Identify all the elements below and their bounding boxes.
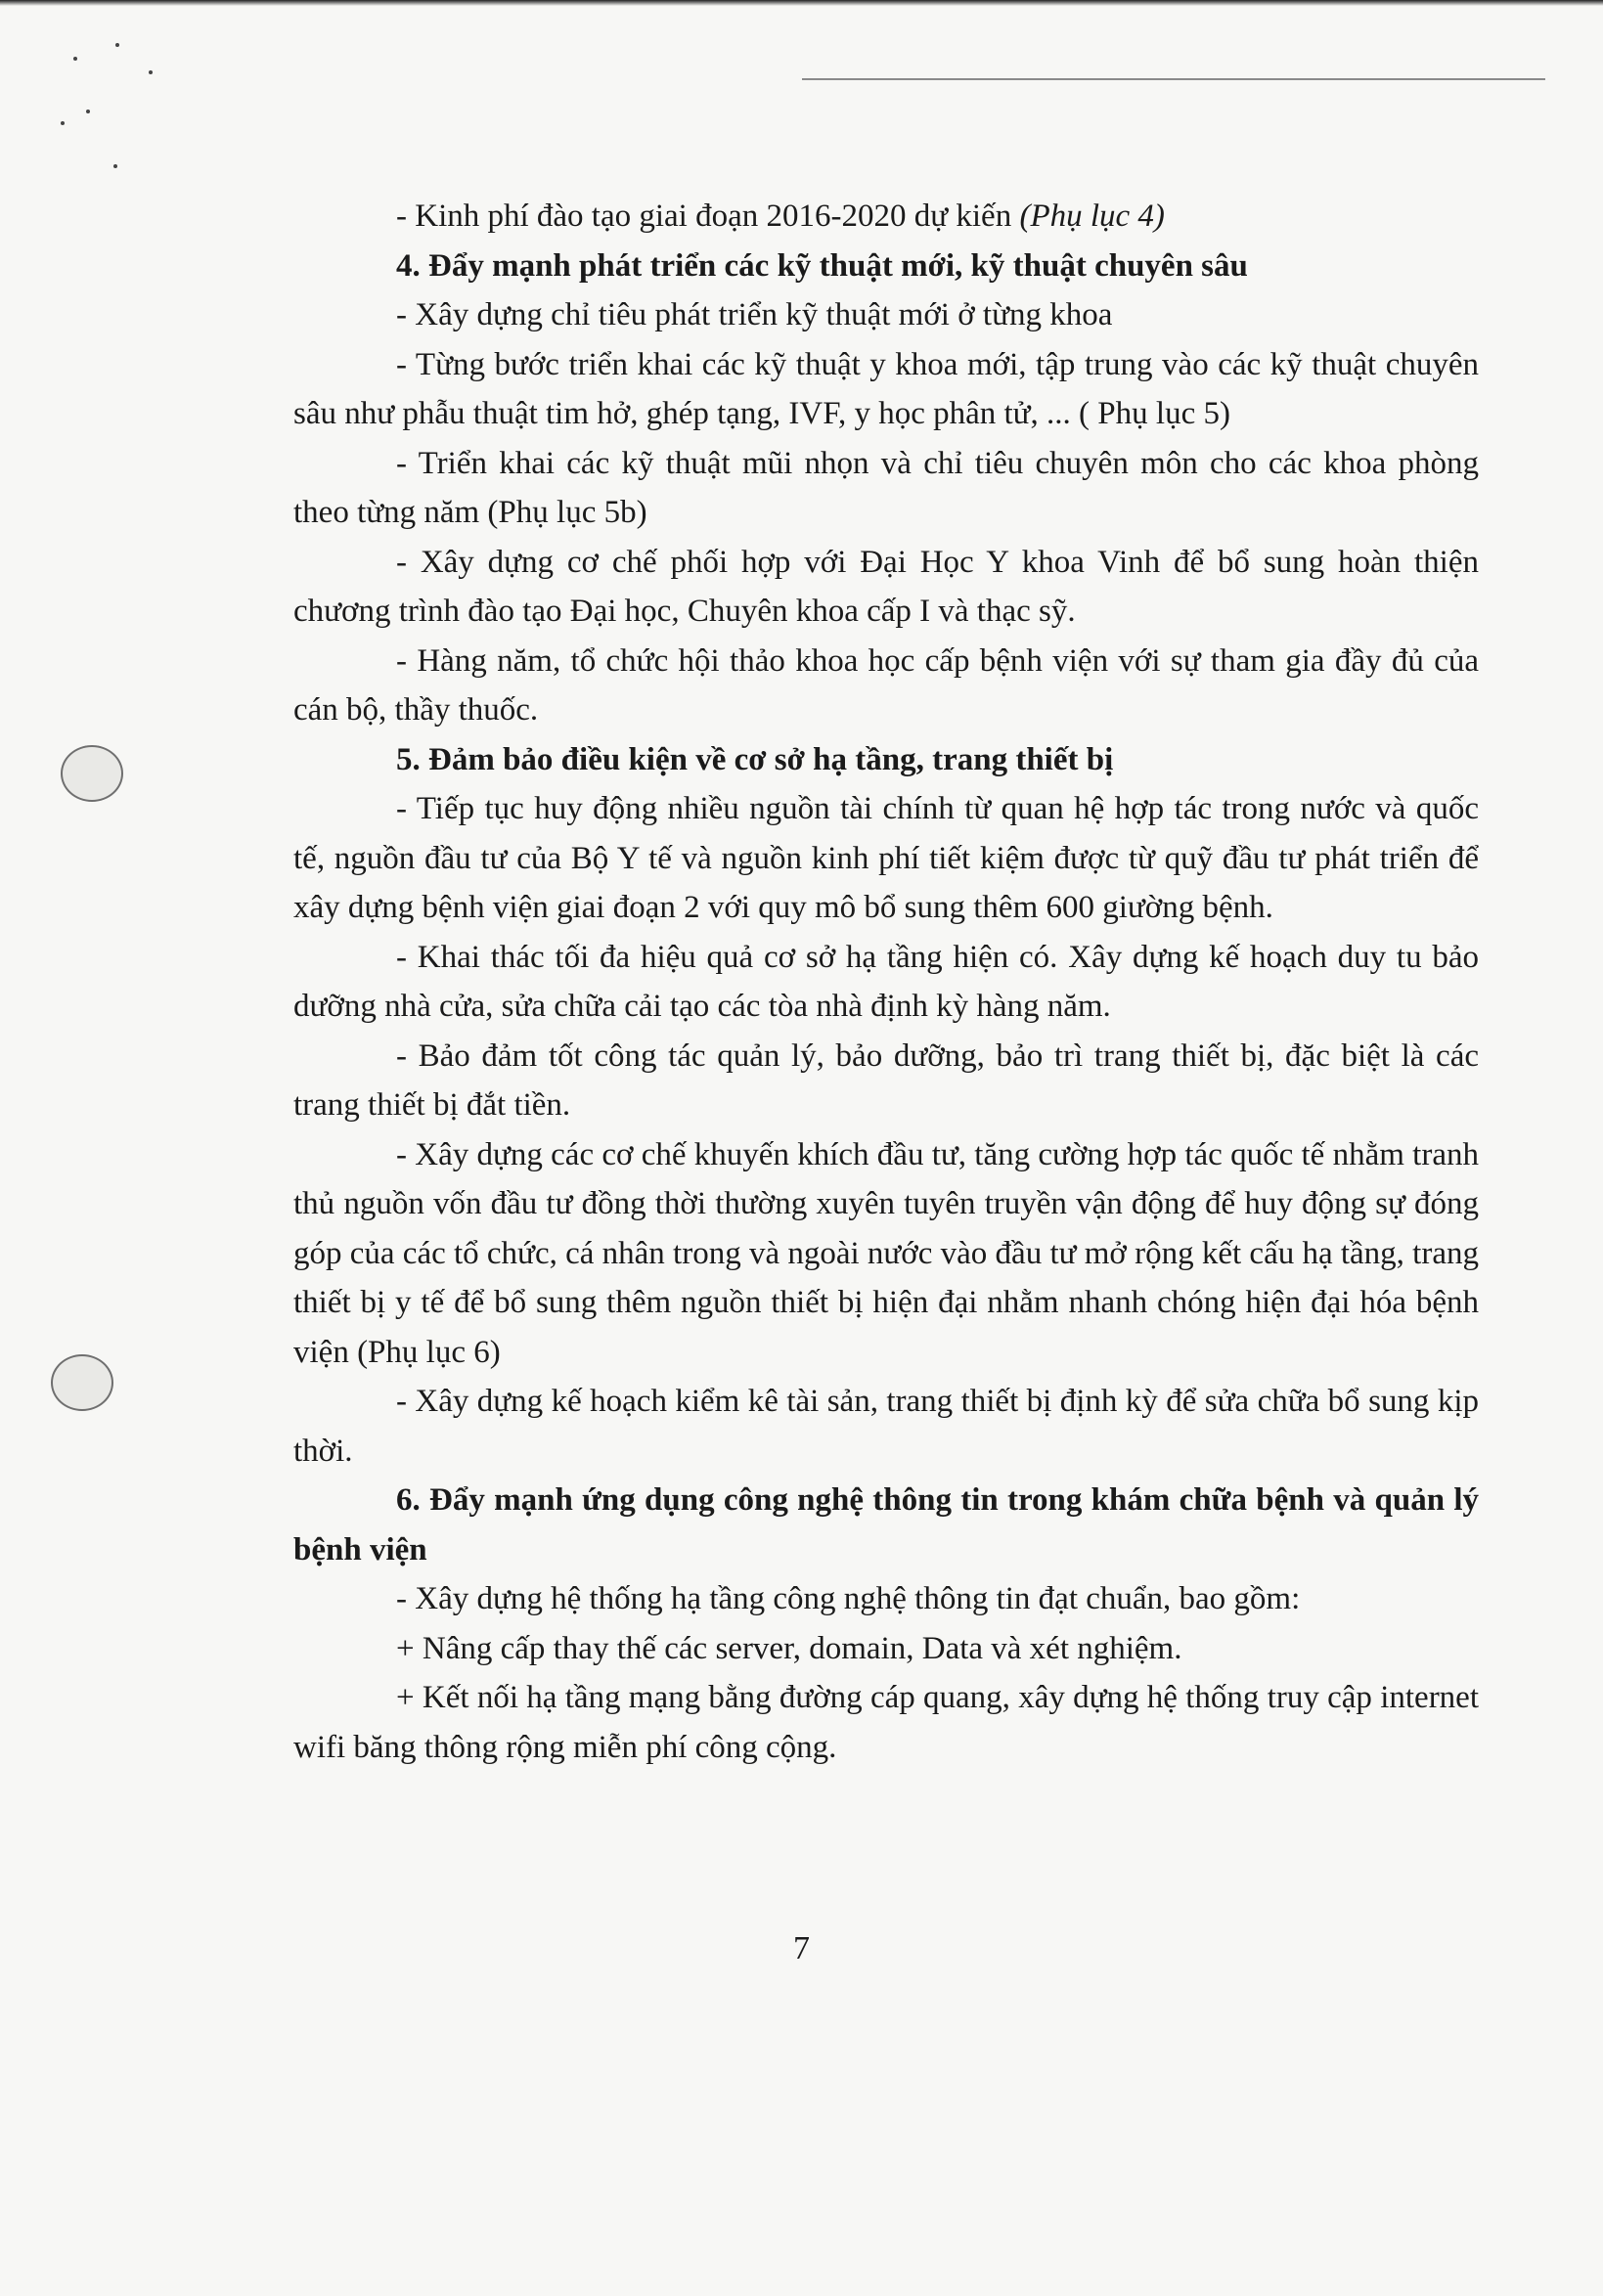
paragraph: - Xây dựng các cơ chế khuyến khích đầu tư, tăng cường hợp tác quốc tế nhằm tranh thủ nguồn vốn đầu tư đồng thời thường xuyên tuyên truyền vận động để huy động sự đóng góp của các tổ chức, cá nhân trong và ngoài nước vào đầu tư mở rộng kết cấu hạ tầng, trang thiết bị y tế để bổ sung thêm nguồn thiết bị hiện đại nhằm nhanh chóng hiện đại hóa bệnh viện (Phụ lục 6) — [293, 1136, 1479, 1370]
section-heading-4: 4. Đẩy mạnh phát triển các kỹ thuật mới, kỹ thuật chuyên sâu — [396, 247, 1248, 284]
scan-speck — [115, 43, 119, 47]
section-heading-6: 6. Đẩy mạnh ứng dụng công nghệ thông tin trong khám chữa bệnh và quản lý bệnh viện — [293, 1482, 1479, 1567]
paragraph: - Từng bước triển khai các kỹ thuật y khoa mới, tập trung vào các kỹ thuật chuyên sâu như phẫu thuật tim hở, ghép tạng, IVF, y học phân tử, ... ( Phụ lục 5) — [293, 346, 1479, 431]
appendix-reference: (Phụ lục 4) — [1019, 199, 1165, 234]
paragraph: - Xây dựng cơ chế phối hợp với Đại Học Y khoa Vinh để bổ sung hoàn thiện chương trình đào tạo Đại học, Chuyên khoa cấp I và thạc sỹ. — [293, 544, 1479, 629]
page-number: 7 — [793, 1930, 810, 1966]
punch-hole-upper — [61, 745, 123, 802]
paragraph: - Khai thác tối đa hiệu quả cơ sở hạ tầng hiện có. Xây dựng kế hoạch duy tu bảo dưỡng nhà cửa, sửa chữa cải tạo các tòa nhà định kỳ hàng năm. — [293, 939, 1479, 1024]
paragraph: - Tiếp tục huy động nhiều nguồn tài chính từ quan hệ hợp tác trong nước và quốc tế, nguồn đầu tư của Bộ Y tế và nguồn kinh phí tiết kiệm được từ quỹ đầu tư phát triển để xây dựng bệnh viện giai đoạn 2 với quy mô bổ sung thêm 600 giường bệnh. — [293, 791, 1479, 925]
scan-speck — [113, 164, 117, 168]
paragraph: + Kết nối hạ tầng mạng bằng đường cáp quang, xây dựng hệ thống truy cập internet wifi băng thông rộng miễn phí công cộng. — [293, 1680, 1479, 1765]
scan-speck — [86, 110, 90, 113]
document-body — [293, 192, 1479, 1772]
scan-speck — [73, 57, 77, 61]
paragraph-training-budget: - Kinh phí đào tạo giai đoạn 2016-2020 dự kiến (Phụ lục 4) — [396, 199, 1165, 234]
section-heading-5: 5. Đảm bảo điều kiện về cơ sở hạ tầng, trang thiết bị — [396, 741, 1114, 777]
punch-hole-lower — [51, 1354, 113, 1411]
paragraph: + Nâng cấp thay thế các server, domain, Data và xét nghiệm. — [396, 1630, 1182, 1666]
paragraph: - Triển khai các kỹ thuật mũi nhọn và chỉ tiêu chuyên môn cho các khoa phòng theo từng năm (Phụ lục 5b) — [293, 445, 1479, 530]
header-rule — [802, 78, 1545, 80]
paragraph: - Xây dựng kế hoạch kiểm kê tài sản, trang thiết bị định kỳ để sửa chữa bổ sung kịp thời. — [293, 1384, 1479, 1469]
paragraph: - Xây dựng chỉ tiêu phát triển kỹ thuật mới ở từng khoa — [396, 297, 1113, 332]
paragraph: - Hàng năm, tổ chức hội thảo khoa học cấp bệnh viện với sự tham gia đầy đủ của cán bộ, thầy thuốc. — [293, 642, 1479, 728]
paragraph: - Xây dựng hệ thống hạ tầng công nghệ thông tin đạt chuẩn, bao gồm: — [396, 1581, 1301, 1616]
scan-edge — [0, 0, 1603, 6]
scan-speck — [149, 70, 153, 74]
scan-speck — [61, 121, 65, 125]
paragraph: - Bảo đảm tốt công tác quản lý, bảo dưỡng, bảo trì trang thiết bị, đặc biệt là các trang thiết bị đắt tiền. — [293, 1038, 1479, 1123]
